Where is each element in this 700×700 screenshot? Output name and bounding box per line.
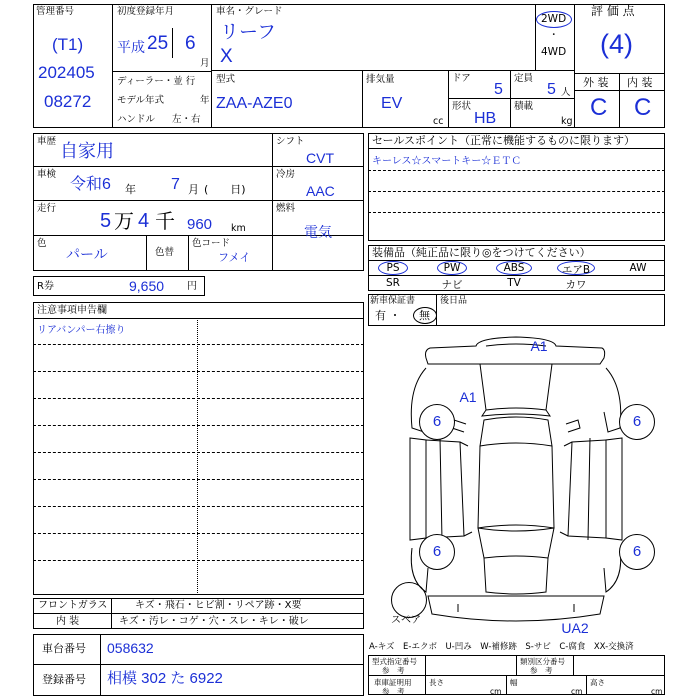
mileage-label: 走行 [37, 203, 57, 214]
km-unit: km [231, 223, 246, 234]
history-value: 自家用 [60, 141, 114, 161]
class-label: 類別区分番号 [520, 657, 565, 666]
first-registration-era: 平成 [117, 39, 145, 55]
cc-unit: cc [433, 116, 444, 127]
equip-sr: SR [386, 277, 400, 289]
model-year-unit: 年 [200, 95, 210, 106]
interior-grade: C [634, 94, 652, 121]
doors-label: ドア [452, 73, 471, 84]
interior-damage-items: キズ・汚レ・コゲ・穴・スレ・キレ・破レ [119, 616, 309, 627]
displacement: EV [381, 95, 403, 112]
mileage-rest: 960 [187, 216, 213, 233]
lot-number-line2: 08272 [44, 92, 92, 111]
equip-aw: AW [629, 262, 647, 274]
mark-rear-bumper: UA2 [561, 620, 589, 636]
ac-value: AAC [306, 183, 335, 199]
chassis-label: 車台番号 [42, 642, 86, 655]
man-char: 万 [114, 209, 134, 233]
sales-points-section [368, 133, 665, 241]
warranty-options: 有 ・ [375, 309, 401, 322]
tire-rear-right: 6 [619, 534, 655, 570]
tire-front-left: 6 [419, 404, 455, 440]
score-label: 評 価 点 [591, 4, 635, 18]
load-label: 積載 [514, 101, 534, 112]
shift-value: CVT [306, 150, 334, 166]
lot-number-line1: 202405 [38, 63, 95, 82]
equip-abs: ABS [503, 262, 525, 274]
registration-label: 登録番号 [42, 673, 86, 686]
model-year-label: モデル年式 [117, 95, 165, 106]
cert-label: 車庫証明用 [374, 678, 412, 687]
warranty-label: 新車保証書 [370, 296, 416, 306]
car-name-label: 車名・グレード [216, 6, 283, 17]
height-label: 高さ [590, 678, 605, 687]
displacement-label: 排気量 [366, 74, 395, 85]
shift-label: シフト [276, 136, 305, 147]
inspection-month: 7 [171, 176, 180, 193]
later-items-label: 後日品 [440, 296, 468, 306]
inspection-month-unit: 月 [188, 183, 199, 196]
width-unit: cm [571, 687, 583, 696]
spare-tire-icon [391, 582, 427, 618]
first-registration-year: 25 [147, 33, 169, 54]
class-ref: 参 考 [530, 666, 553, 675]
equip-pw: PW [443, 262, 461, 274]
dealer-label: ディーラー・並 行 [117, 76, 196, 87]
height-unit: cm [651, 687, 663, 696]
length-label: 長さ [429, 678, 444, 687]
history-label: 車歴 [37, 136, 57, 147]
overall-score: (4) [600, 29, 633, 59]
equip-leather: カワ [565, 279, 587, 291]
color-value: パール [66, 246, 108, 262]
model-cert-ref: 参 考 [382, 666, 405, 675]
cert-ref: 参 考 [382, 687, 405, 696]
width-label: 幅 [510, 678, 518, 687]
first-registration-label: 初度登録年月 [117, 6, 175, 17]
sales-points-title: セールスポイント（正常に機能するものに限ります） [372, 134, 636, 147]
mark-bonnet: A1 [459, 389, 477, 405]
mileage-sen: 4 [138, 210, 150, 232]
recycle-value: 9,650 [129, 278, 165, 294]
car-name: リーフ [220, 22, 277, 43]
fuel-label: 燃料 [276, 203, 296, 214]
drive-4wd: 4WD [541, 46, 567, 58]
model-cert-label: 型式指定番号 [372, 657, 417, 666]
lot-prefix: (T1) [52, 35, 84, 54]
equip-navi: ナビ [441, 279, 463, 291]
tire-rear-left: 6 [419, 534, 455, 570]
color-code-label: 色コード [192, 238, 231, 249]
interior-damage-label: 内 装 [56, 616, 80, 627]
lot-number-label: 管理番号 [36, 6, 75, 17]
front-glass-label: フロントガラス [38, 600, 108, 611]
recycle-label: R券 [37, 281, 54, 292]
grade: X [220, 46, 233, 67]
length-unit: cm [490, 687, 502, 696]
doors: 5 [494, 81, 503, 98]
handle-label: ハンドル [117, 114, 156, 125]
capacity: 5 [547, 81, 556, 98]
mileage-man: 5 [100, 210, 112, 232]
exterior-grade: C [590, 94, 608, 121]
model-label: 型式 [216, 74, 236, 85]
recycle-unit: 円 [187, 281, 197, 292]
ac-label: 冷房 [276, 169, 296, 180]
equip-ps: PS [386, 262, 400, 274]
notes-title: 注意事項申告欄 [37, 305, 107, 316]
load-unit: kg [561, 116, 573, 127]
inspection-label: 車検 [37, 169, 57, 180]
front-glass-items: キズ・飛石・ヒビ割・リペア跡・X要 [135, 600, 302, 611]
shape: HB [474, 110, 497, 127]
damage-legend: A-キズ E-エクボ U-凹み W-補修跡 S-サビ C-腐食 XX-交換済 [369, 642, 634, 652]
recycle-section [33, 276, 205, 296]
spare-label: スペア [391, 615, 421, 626]
equip-tv: TV [507, 277, 521, 289]
notes-section [33, 302, 364, 595]
fuel-value: 電気 [304, 224, 332, 240]
inspection-year-unit: 年 [125, 183, 136, 196]
handle-options: 左・右 [172, 114, 201, 125]
first-registration-month: 6 [185, 33, 196, 54]
mark-front-bumper: A1 [530, 338, 548, 354]
capacity-unit: 人 [561, 87, 571, 98]
inspection-day-unit: ( 日) [204, 183, 246, 196]
capacity-label: 定員 [514, 73, 534, 84]
drive-dot: ・ [549, 30, 559, 41]
equipment-title: 装備品（純正品に限り◎をつけてください） [372, 246, 591, 259]
color-code: フメイ [218, 252, 251, 264]
model-code: ZAA-AZE0 [216, 95, 293, 112]
inspection-era: 令和6 [70, 176, 111, 193]
color-label: 色 [37, 238, 47, 249]
tire-front-right: 6 [619, 404, 655, 440]
chassis-number: 058632 [107, 640, 154, 656]
equip-airbag: エアB [561, 264, 591, 276]
warranty-selected: 無 [419, 309, 430, 322]
exterior-label: 外 装 [583, 76, 609, 89]
interior-label: 内 装 [627, 76, 653, 89]
drive-2wd: 2WD [541, 13, 567, 25]
sales-points-line1: キーレス☆スマートキー☆ＥＴＣ [372, 156, 522, 167]
notes-line1: リアバンパー右擦り [37, 325, 126, 336]
month-unit: 月 [200, 58, 210, 69]
shape-label: 形状 [452, 101, 472, 112]
registration-number: 相模 302 た 6922 [107, 670, 223, 687]
sen-char: 千 [155, 209, 175, 233]
color-change-label: 色替 [155, 247, 175, 258]
